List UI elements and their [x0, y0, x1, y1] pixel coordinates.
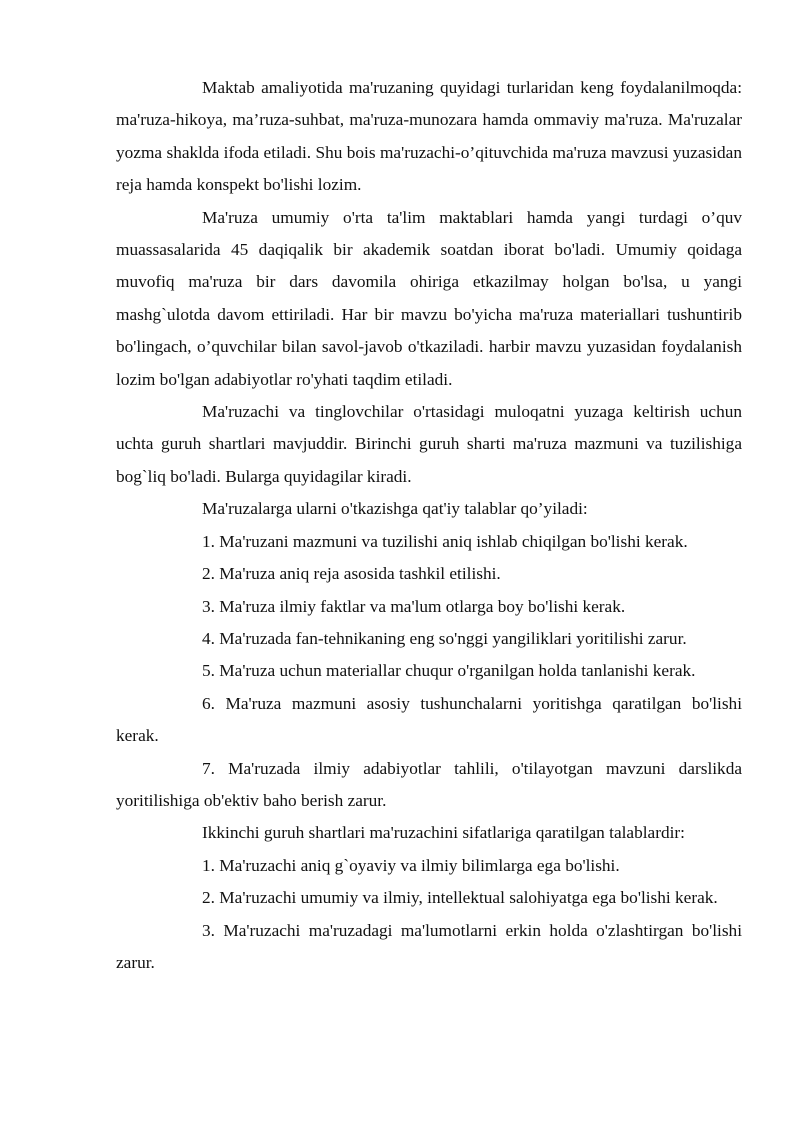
- list-item: 3. Ma'ruzachi ma'ruzadagi ma'lumotlarni erkin holda o'zlashtirgan bo'lishi zarur.: [116, 920, 742, 972]
- document-page: [116, 72, 742, 979]
- paragraph-requirements-intro: Ma'ruzalarga ularni o'tkazishga qat'iy talablar qo’yiladi:: [202, 499, 588, 519]
- list-item: 7. Ma'ruzada ilmiy adabiyotlar tahlili, o'tilayotgan mavzuni darslikda yoritilishiga ob'ektiv baho berish zarur.: [116, 758, 742, 810]
- paragraph-lecture-duration: Ma'ruza umumiy o'rta ta'lim maktablari hamda yangi turdagi o’quv muassasalarida 45 daqiqalik bir akademik soatdan iborat bo'ladi. Umumiy qoidaga muvofiq ma'ruza bir dars davomila ohiriga etkazilmay holgan bo'lsa, u yangi mashg`ulotda davom ettiriladi. Har bir mavzu bo'yicha ma'ruza materiallari tushuntirib bo'lingach, o’quvchilar bilan savol-javob o'tkaziladi. harbir mavzu yuzasidan foydalanish lozim bo'lgan adabiyotlar ro'yhati taqdim etiladi.: [116, 207, 742, 389]
- list-item: 3. Ma'ruza ilmiy faktlar va ma'lum otlarga boy bo'lishi kerak.: [202, 596, 626, 616]
- list-item: 4. Ma'ruzada fan-tehnikaning eng so'nggi yangiliklari yoritilishi zarur.: [202, 628, 687, 648]
- list-item: 2. Ma'ruza aniq reja asosida tashkil etilishi.: [202, 564, 501, 584]
- list-item: 1. Ma'ruzani mazmuni va tuzilishi aniq ishlab chiqilgan bo'lishi kerak.: [202, 531, 688, 551]
- list-item: 1. Ma'ruzachi aniq g`oyaviy va ilmiy bilimlarga ega bo'lishi.: [202, 855, 620, 875]
- paragraph-second-group-intro: Ikkinchi guruh shartlari ma'ruzachini sifatlariga qaratilgan talablardir:: [202, 823, 685, 843]
- paragraph-three-groups: Ma'ruzachi va tinglovchilar o'rtasidagi muloqatni yuzaga keltirish uchun uchta guruh shartlari mavjuddir. Birinchi guruh sharti ma'ruza mazmuni va tuzilishiga bog`liq bo'ladi. Bularga quyidagilar kiradi.: [116, 402, 742, 486]
- list-item: 2. Ma'ruzachi umumiy va ilmiy, intellektual salohiyatga ega bo'lishi kerak.: [202, 888, 718, 908]
- list-item: 6. Ma'ruza mazmuni asosiy tushunchalarni yoritishga qaratilgan bo'lishi kerak.: [116, 693, 742, 746]
- list-item: 5. Ma'ruza uchun materiallar chuqur o'rganilgan holda tanlanishi kerak.: [202, 661, 696, 681]
- paragraph-lecture-types: Maktab amaliyotida ma'ruzaning quyidagi turlaridan keng foydalanilmoqda: ma'ruza-hikoya, ma’ruza-suhbat, ma'ruza-munozara hamda ommaviy ma'ruza. Ma'ruzalar yozma shaklda ifoda etiladi. Shu bois ma'ruzachi-o’qituvchida ma'ruza mavzusi yuzasidan reja hamda konspekt bo'lishi lozim.: [116, 78, 742, 195]
